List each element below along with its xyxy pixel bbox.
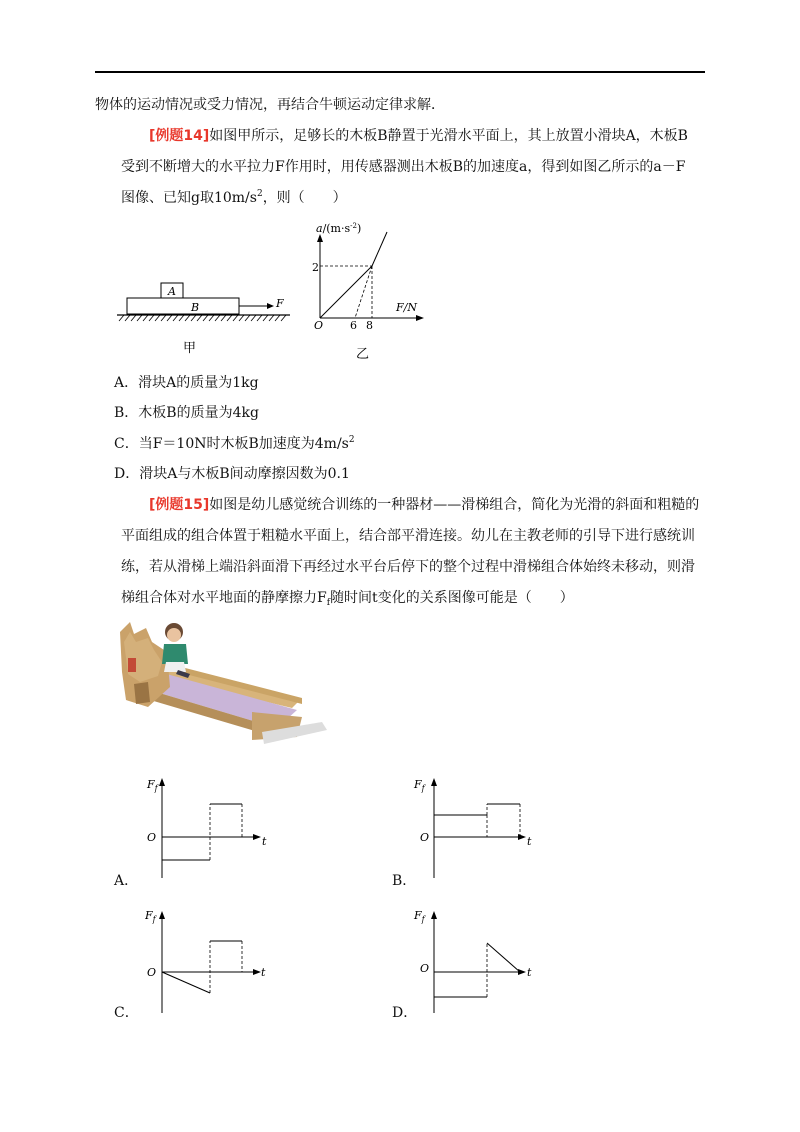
q14-option-b: B．木板B的质量为4kg: [114, 405, 259, 421]
ground-hatch: [119, 315, 286, 321]
graph-a-label: A．: [114, 873, 139, 889]
figure-jia: [115, 275, 290, 355]
svg-text:O: O: [420, 831, 430, 844]
svg-text:t: t: [262, 835, 267, 848]
block-a-label: A: [168, 285, 176, 298]
intro-text: 物体的运动情况或受力情况，再结合牛顿运动定律求解．: [95, 97, 445, 113]
xtick-8: 8: [366, 319, 373, 332]
q14-line2: 受到不断增大的水平拉力F作用时，用传感器测出木板B的加速度a，得到如图乙所示的a－F: [121, 159, 686, 175]
graph-option-c: [145, 905, 270, 1015]
graph-c-ylabel: $F_f$: [145, 909, 156, 924]
svg-text:O: O: [147, 966, 157, 979]
graph-b-ylabel: $F_f$: [414, 778, 425, 793]
graph-c-label: C．: [114, 1005, 139, 1021]
board-b: [127, 298, 239, 314]
force-label: F: [276, 297, 284, 310]
caption-yi: 乙: [356, 347, 370, 362]
q14-line1: [例题14]如图甲所示，足够长的木板B静置于光滑水平面上，其上放置小滑块A，木板B: [149, 128, 688, 144]
graph-d-label: D．: [392, 1005, 418, 1021]
graph-a-ylabel: $F_f$: [147, 778, 158, 793]
graph-option-b: [410, 770, 535, 880]
ytick-2: 2: [312, 261, 319, 274]
svg-text:O: O: [147, 831, 157, 844]
svg-text:t: t: [261, 966, 266, 979]
svg-text:t: t: [527, 966, 532, 979]
graph-b-label: B．: [392, 873, 417, 889]
q14-option-a: A．滑块A的质量为1kg: [114, 375, 259, 391]
q15-line2: 平面组成的组合体置于粗糙水平面上，结合部平滑连接。幼儿在主教老师的引导下进行感统训: [121, 528, 695, 544]
line-segment-2: [372, 232, 387, 266]
board-b-label: B: [191, 301, 200, 314]
svg-text:t: t: [527, 835, 532, 848]
q14-option-c: C．当F＝10N时木板B加速度为$4m/s^2$: [114, 435, 355, 452]
slide-photo: [112, 612, 334, 754]
xaxis-label: F/N: [396, 301, 417, 314]
line-segment-1: [320, 266, 372, 318]
caption-jia: 甲: [183, 341, 197, 355]
q14-tag: [例题14]: [149, 128, 210, 144]
q15-line4: 梯组合体对水平地面的静摩擦力$F_f$随时间t变化的关系图像可能是（ ）: [121, 590, 574, 608]
graph-option-d: [410, 905, 535, 1015]
xtick-6: 6: [350, 319, 357, 332]
graph-option-a: [145, 770, 270, 880]
q15-line3: 练，若从滑梯上端沿斜面滑下再经过水平台后停下的整个过程中滑梯组合体始终未移动，则滑: [121, 559, 695, 575]
origin-label: O: [314, 319, 324, 332]
q15-tag: [例题15]: [149, 497, 210, 513]
graph-d-ylabel: $F_f$: [414, 909, 425, 924]
q14-option-d: D．滑块A与木板B间动摩擦因数为0.1: [114, 466, 350, 482]
yaxis-label: $a/(m\cdot s^{-2})$: [316, 222, 362, 235]
q15-line1: [例题15]如图是幼儿感觉统合训练的一种器材——滑梯组合，简化为光滑的斜面和粗糙的: [149, 497, 700, 513]
svg-text:O: O: [420, 962, 430, 975]
figure-yi-graph: [300, 218, 440, 363]
q14-line3: 图像、已知g取$10m/s^2$，则（ ）: [121, 189, 347, 206]
header-rule: [95, 71, 705, 73]
